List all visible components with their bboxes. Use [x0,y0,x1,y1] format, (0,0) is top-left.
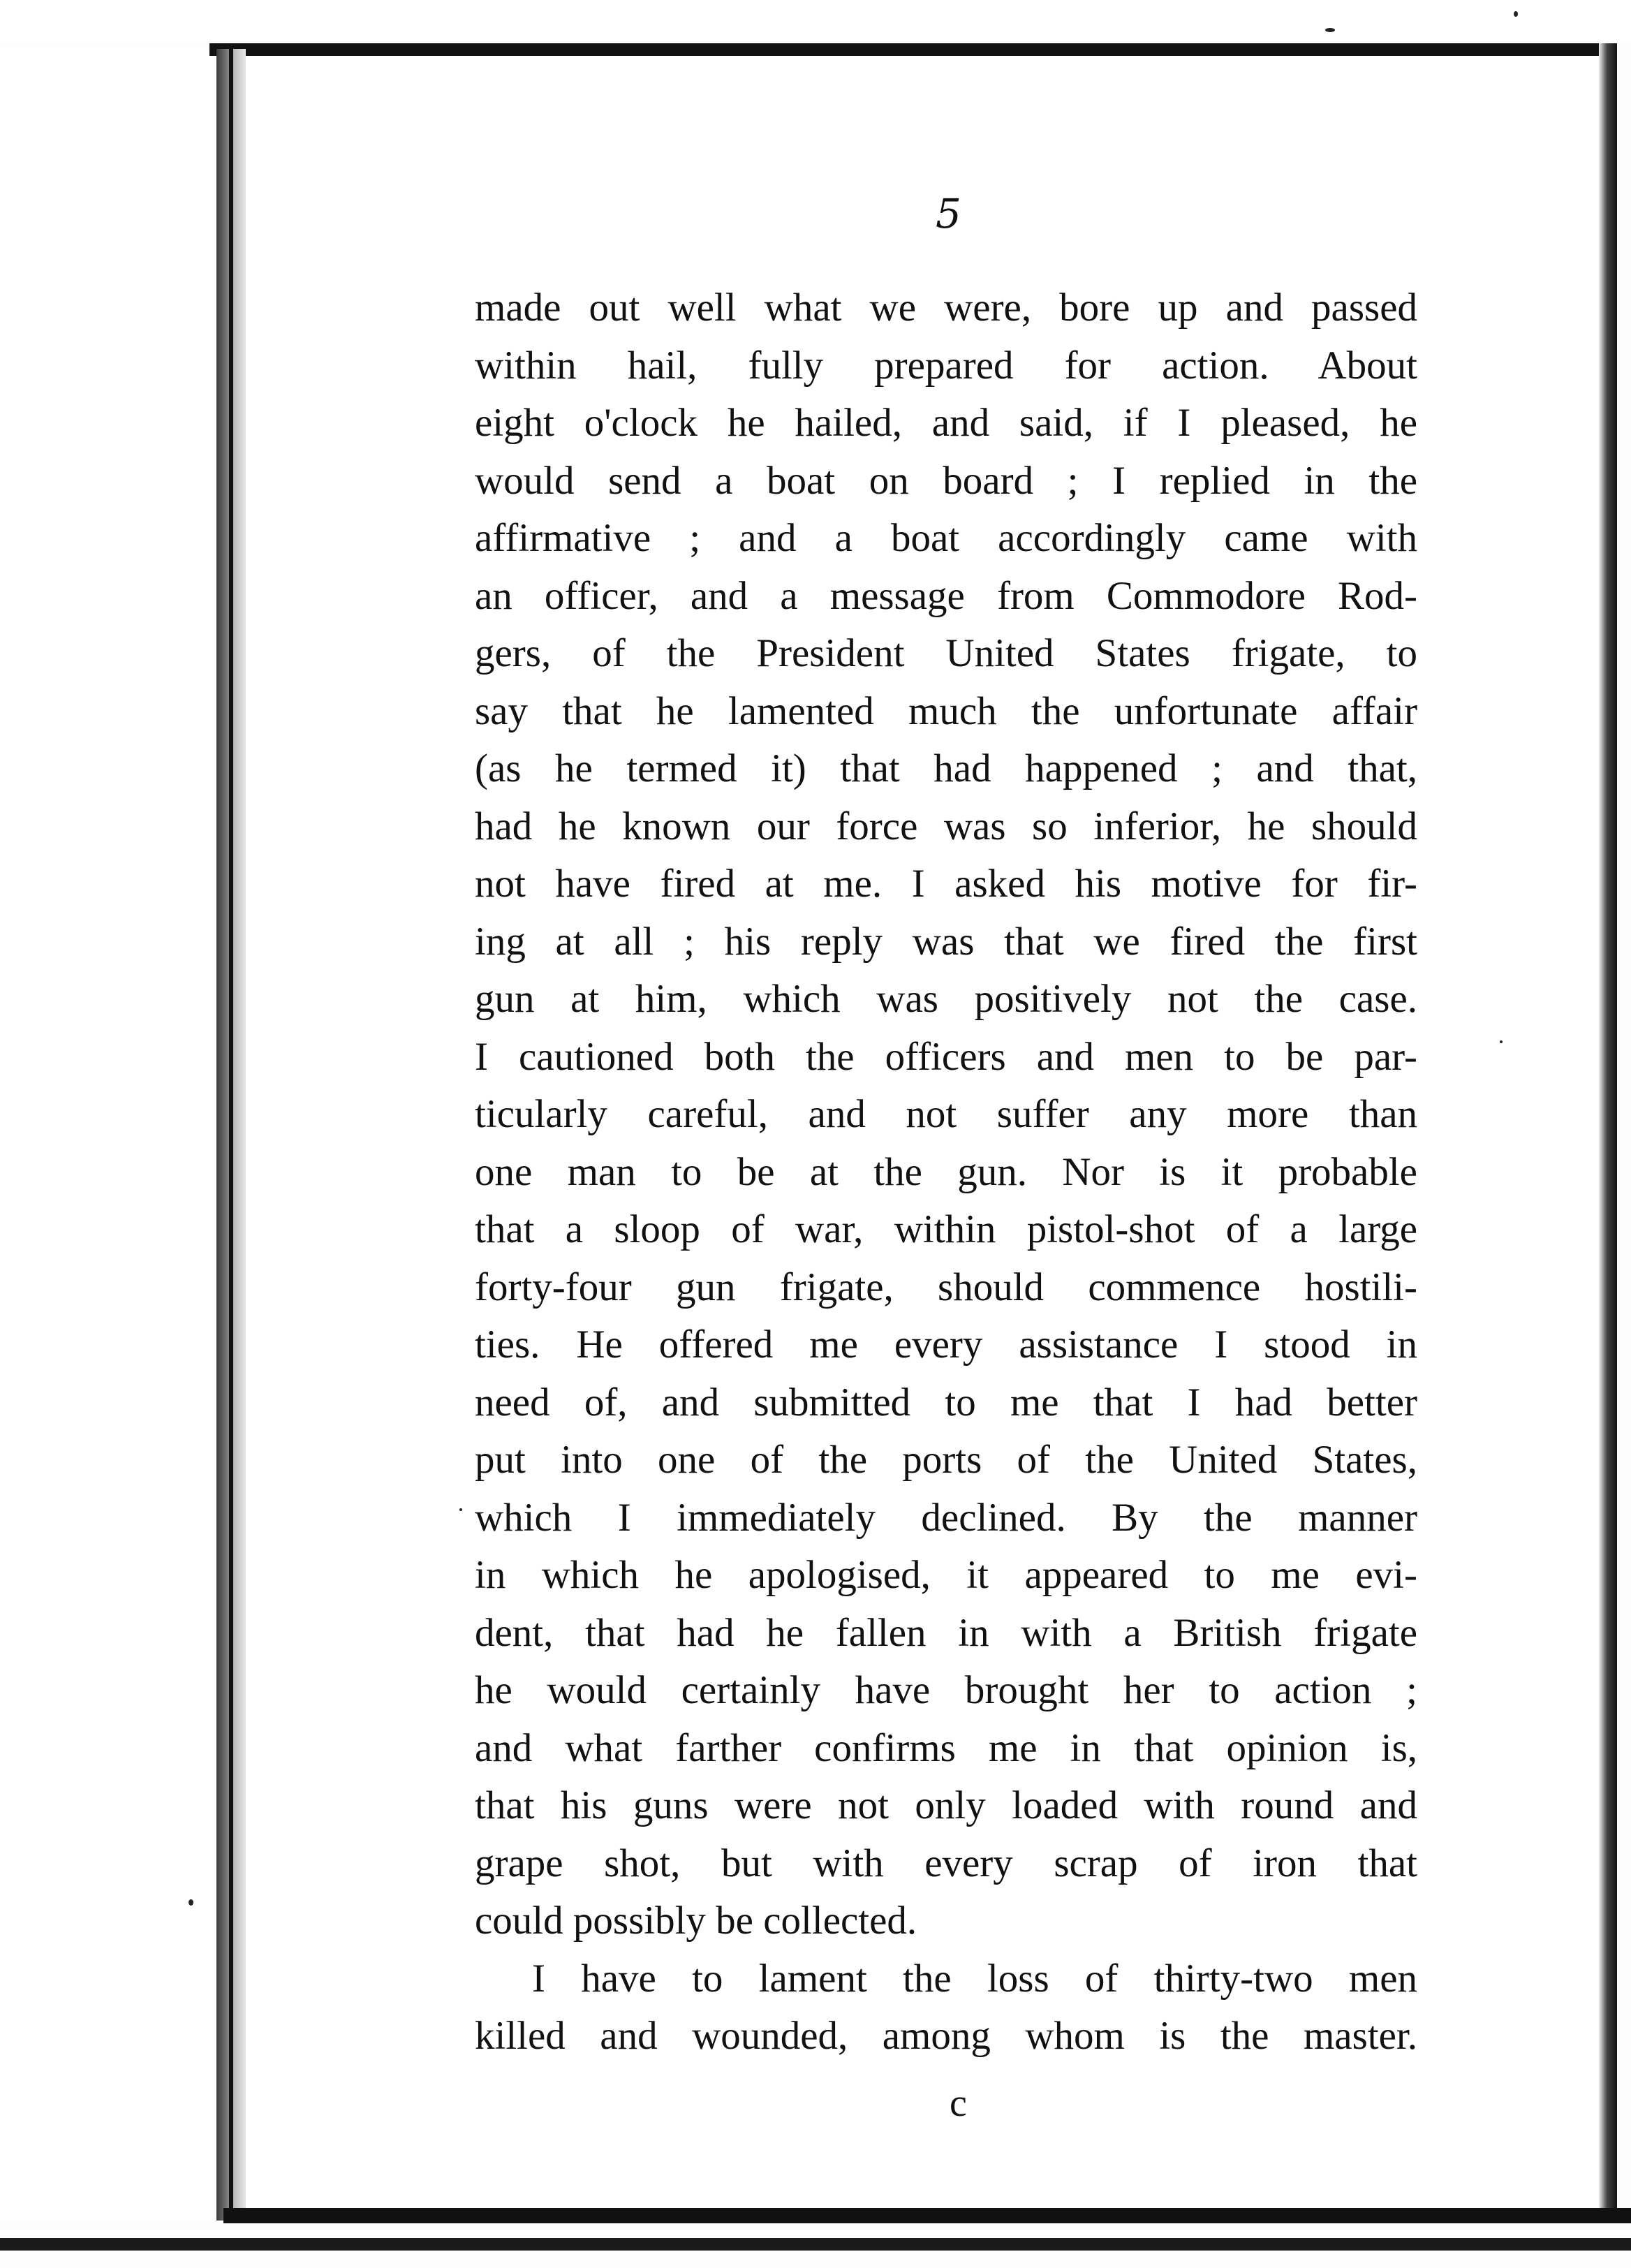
text-line: forty-four gun frigate, should commence hostili- [475,1265,1417,1309]
text-line: ties. He offered me every assistance I stood in [475,1323,1417,1367]
text-line: could possibly be collected. [475,1899,917,1943]
text-line: that a sloop of war, within pistol-shot of a large [475,1207,1417,1251]
scan-speck [1500,1040,1503,1043]
spine-line [229,49,233,2221]
page-top-edge [209,43,1613,56]
body-text [475,279,1417,2066]
text-line: ing at all ; his reply was that we fired the first [475,919,1417,964]
signature-mark: c [950,2082,967,2125]
text-line: I cautioned both the officers and men to be par- [475,1034,1417,1079]
text-line: which I immediately declined. By the manner [475,1495,1417,1540]
text-line: that his guns were not only loaded with round and [475,1783,1417,1827]
text-line: made out well what we were, bore up and passed [475,286,1417,330]
text-line: an officer, and a message from Commodore Rod- [475,573,1417,618]
scan-margin-left [0,49,216,2221]
text-line: I have to lament the loss of thirty-two men [532,1956,1417,2001]
text-line: (as he termed it) that had happened ; and that, [475,746,1417,790]
text-line: eight o'clock he hailed, and said, if I pleased, he [475,401,1417,445]
text-line: say that he lamented much the unfortunate affair [475,688,1417,733]
text-line: gun at him, which was positively not the case. [475,977,1417,1021]
page-number: 5 [936,190,961,237]
text-line: he would certainly have brought her to action ; [475,1668,1417,1712]
scan-margin-top [0,0,1631,40]
text-line: killed and wounded, among whom is the master. [475,2014,1417,2058]
page-right-edge [1599,43,1617,2222]
text-line: put into one of the ports of the United States, [475,1438,1417,1482]
scan-bottom-border [0,2238,1631,2251]
text-line: dent, that had he fallen in with a British frigate [475,1610,1417,1655]
text-line: not have fired at me. I asked his motive for fir- [475,862,1417,906]
scan-speck [1514,11,1518,17]
text-line: need of, and submitted to me that I had better [475,1380,1417,1424]
scan-speck [459,1508,462,1511]
text-line: in which he apologised, it appeared to me evi- [475,1553,1417,1597]
text-line: had he known our force was so inferior, he should [475,804,1417,848]
text-line: gers, of the President United States frigate, to [475,631,1417,675]
text-line: would send a boat on board ; I replied in the [475,458,1417,503]
page-bottom-edge [223,2208,1631,2223]
scan-speck [189,1899,193,1906]
text-line: affirmative ; and a boat accordingly came with [475,516,1417,560]
text-line: ticularly careful, and not suffer any more than [475,1092,1417,1136]
text-line: one man to be at the gun. Nor is it probable [475,1149,1417,1194]
text-line: grape shot, but with every scrap of iron that [475,1841,1417,1885]
text-line: within hail, fully prepared for action. About [475,343,1417,388]
text-line: and what farther confirms me in that opinion is, [475,1725,1417,1770]
scan-speck [1325,28,1335,32]
